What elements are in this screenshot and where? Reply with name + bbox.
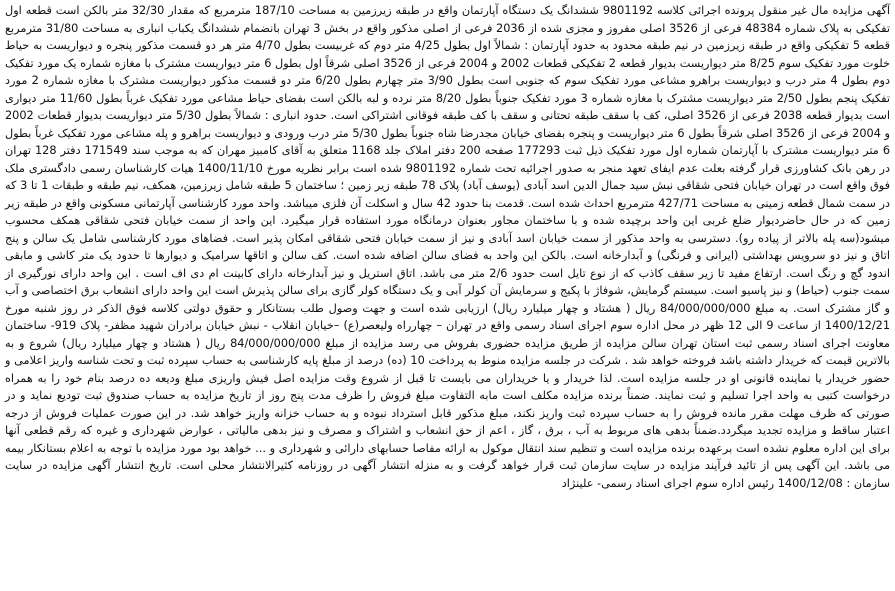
- auction-notice-text: آگهی مزایده مال غیر منقول پرونده اجرائی کلاسه 9801192 ششدانگ یک دستگاه آپارتمان واقع در طبقه زیرزمین به مساحت 187/10 مترمربع که مقدار 32/30 متر بالکن است قطعه اول تفکیکی به پلاک شماره 48384 فرعی از 3526 اصلی مفروز و مجزی شده از 2036 فرعی از اصلی مذکور واقع در بخش 3 تهران بانضمام ششدانگ یکباب انباری به مساحت 31/80 مترمربع قطعه 5 تفکیکی واقع در طبقه زیرزمین در نیم طبقه محدود به حدود آپارتمان : شمالاً اول بطول 4/25 متر دوم که غربیست بطول 4/70 متر هر دو قسمت مذکور پنجره و دیواریست به حیاط خلوت مورد تفکیک سوم 8/25 متر دیواریست بدیوار قطعه 2 تفکیکی قطعات 2002 و 2004 فرعی از 3526 اصلی شرقاً اول بطول 6 متر دیواریست مشترک با مغازه شماره یک مورد تفکیک دوم بطول 4 متر درب و دیواریست براهرو مشاعی مورد تفکیک سوم که جنوبی است بطول 3/90 متر چهارم بطول 6/20 متر دو قسمت مذکور دیواریست مشترک با مغازه شماره 2 مورد تفکیک پنجم بطول 2/50 متر دیواریست مشترک با مغازه شماره 3 مورد تفکیک جنوباً بطول 8/20 متر نرده و لبه بالکن است بفضای حیاط مشاعی مورد تفکیک غرباً بطول 11/60 متر دیواری است بدیوار قطعه 2038 فرعی از 3526 اصلی، کف با سقف طبقه تحتانی و سقف با کف طبقه فوقانی اشتراکی است. حدود انباری : شمالاً بطول 5/30 متر دیواریست بدیوار قطعات 2002 و 2004 فرعی از 3526 اصلی شرقاً بطول 6 متر دیواریست و پنجره بفضای خیابان مجدرضا شاه جنوباً بطول 5/30 متر درب ورودی و دیواریست براهرو و پله مشاعی مورد تفکیک غرباً بطول 6 متر دیواریست مشترک با آپارتمان شماره اول مورد تفکیک ذیل ثبت 177293 صفحه 200 دفتر املاک جلد 1168 متعلق به آقای کامبیز مهران که به موجب سند 171549 دفتر 128 تهران در رهن بانک کشاورزی قرار گرفته بعلت عدم ایفای تعهد منجر به صدور اجرائیه تحت شماره 9801192 شده است برابر نظریه مورخ 1400/11/10 هیات کارشناسان رسمی دادگستری ملک فوق واقع است در تهران خیابان فتحی شقاقی نبش سید جمال الدین اسد آبادی (یوسف آباد) پلاک 78 طبقه زیر زمین ؛ ساختمان 5 طبقه شامل زیرزمین، همکف، نیم طبقه و طبقات 1 تا 3 که در سمت شمال قطعه زمینی به مساحت 427/71 مترمربع احداث شده است. قدمت بنا حدود 42 سال و اسکلت آن فلزی میباشد. واحد مورد کارشناسی آپارتمانی مسکونی واقع در طبقه زیر زمین که در حال حاضردیوار ضلع غربی این واحد برچیده شده و با ساختمان مجاور بعنوان درمانگاه مورد استفاده قرار میگیرد. این واحد از سمت خیابان فتحی شقاقی همکف محسوب میشود(سه پله بالاتر از پیاده رو). دسترسی به واحد مذکور از سمت خیابان اسد آبادی و نیز از سمت خیابان فتحی شقاقی امکان پذیر است. فضاهای مورد کارشناسی شامل یک سالن و پنج اتاق و نیز دو سرویس بهداشتی (ایرانی و فرنگی) و آبدارخانه است. بالکن این واحد به فضای سالن اضافه شده است. کف سالن و اتاقها سرامیک و دیوارها تا حدود یک متر کاشی و مابقی اندود گچ و رنگ است. ارتفاع مفید تا زیر سقف کاذب که از نوع تایل است حدود 2/6 متر می باشد. اتاق استریل و نیز آبدارخانه دارای کابینت ام دی اف است . این واحد دارای نورگیری از سمت جنوب (حیاط) و نیز پاسیو است. سیستم گرمایش، شوفاژ با پکیج و سرمایش آن کولر آبی و یک دستگاه کولر گازی برای سالن پذیرش است این واحد دارای انشعاب برق اختصاصی و آب و گاز مشترک است. به مبلغ 84/000/000/000 ریال ( هشتاد و چهار میلیارد ریال) ارزیابی شده است و جهت وصول طلب بستانکار و حقوق دولتی کلاسه فوق الذکر در روز شنبه مورخ 1400/12/21 از ساعت 9 الی 12 ظهر در محل اداره سوم اجرای اسناد رسمی واقع در تهران – چهارراه ولیعصر(ع) –خیابان انقلاب - نبش خیابان برادران شهید مظفر- پلاک 919- ساختمان معاونت اجرای اسناد رسمی ثبت استان تهران سالن مزایده از طریق مزایده حضوری بفروش می رسد مزایده از مبلغ 84/000/000/000 ریال ( هشتاد و چهار میلیارد ریال) شروع و به بالاترین قیمت که خریدار داشته باشد فروخته خواهد شد . شرکت در جلسه مزایده منوط به پرداخت 10 (ده) درصد از مبلغ پایه کارشناسی به حساب سپرده ثبت و تحت شناسه واریز اعلامی و حضور خریدار یا نماینده قانونی او در جلسه مزایده است. لذا خریدار و یا خریداران می بایست تا قبل از شروع وقت مزایده اصل فیش واریزی مبلغ ودیعه ده درصد بنام خود را به همراه درخواست کتبی به واحد اجرا تسلیم و ثبت نمایند. ضمناً برنده مزایده مکلف است مابه التفاوت مبلغ فروش را ظرف مدت پنج روز از تاریخ مزایده به حساب صندوق ثبت تودیع نماید و در صورتی که ظرف مهلت مقرر مانده فروش را به حساب سپرده ثبت واریز نکند، مبلغ مذکور قابل استرداد نبوده و به حساب خزانه واریز خواهد شد. در این صورت عملیات فروش از درجه اعتبار ساقط و مزایده تجدید میگردد.ضمناً بدهی های مربوط به آب ، برق ، گاز ، اعم از حق انشعاب و اشتراک و مصرف و نیز بدهی مالیاتی ، عوارض شهرداری و غیره که رقم قطعی آنها برای این اداره معلوم نشده است برعهده برنده مزایده است و تنظیم سند انتقال موکول به ارائه مفاصا حسابهای دارائی و شهرداری و ... خواهد بود مورد مزایده با توجه به اعلام بستانکار بیمه می باشد. این آگهی پس از تائید فرآیند مزایده در سایت سازمان ثبت قرار خواهد گرفت و به منزله انتشار آگهی در روزنامه کثیرالانتشار محلی است. تاریخ انتشار آگهی مزایده در سایت سازمان : 1400/12/08 رئیس اداره سوم اجرای اسناد رسمی- علینژاد: [5, 4, 891, 490]
